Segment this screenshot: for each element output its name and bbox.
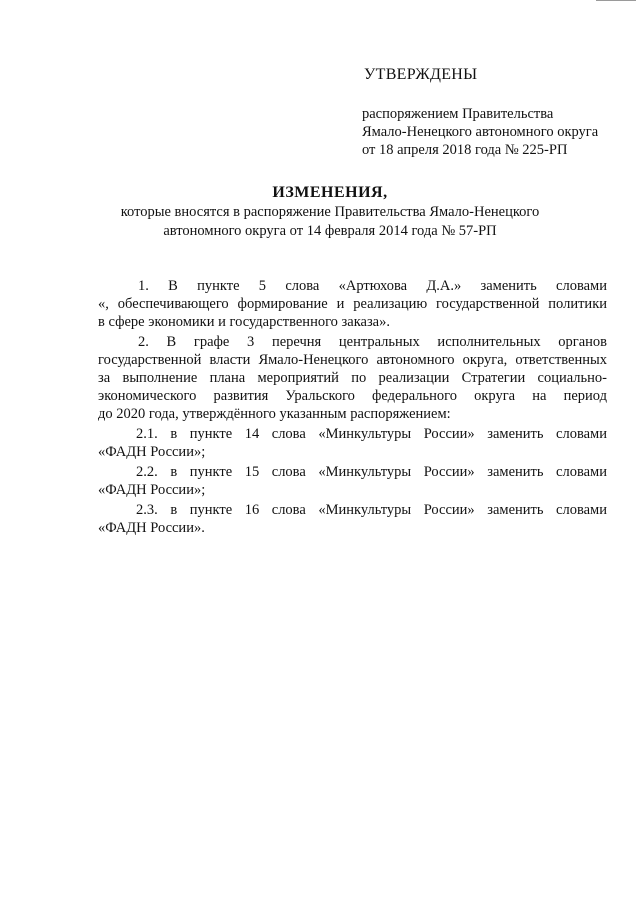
item-2-line-5: до 2020 года, утверждённого указанным распоряжением: — [98, 406, 451, 422]
item-1-line-2: «, обеспечивающего формирование и реализацию государственной политики — [98, 296, 607, 312]
item-2-3-line-2: «ФАДН России». — [98, 520, 205, 536]
item-2-1-line-2: «ФАДН России»; — [98, 444, 206, 460]
item-1-line-3: в сфере экономики и государственного заказа». — [98, 314, 390, 330]
item-2-1 — [98, 425, 607, 461]
document-title: ИЗМЕНЕНИЯ, — [272, 184, 388, 201]
approval-line-2: Ямало-Ненецкого автономного округа — [362, 124, 599, 140]
approval-line-3: от 18 апреля 2018 года № 225-РП — [362, 142, 568, 158]
item-1-line-1: 1. В пункте 5 слова «Артюхова Д.А.» заменить словами — [138, 278, 607, 294]
document-heading — [80, 184, 580, 241]
document-subtitle-line-1: которые вносятся в распоряжение Правительства Ямало-Ненецкого — [120, 204, 540, 220]
approval-line-1: распоряжением Правительства — [362, 106, 554, 122]
approval-block — [362, 66, 632, 159]
item-2-line-1: 2. В графе 3 перечня центральных исполнительных органов — [138, 334, 607, 350]
item-2-2 — [98, 463, 607, 499]
item-2-3-line-1: 2.3. в пункте 16 слова «Минкультуры России» заменить словами — [136, 502, 607, 518]
item-2-line-4: экономического развития Уральского федерального округа на период — [98, 388, 607, 404]
item-2-3 — [98, 501, 607, 537]
item-2-line-3: за выполнение плана мероприятий по реализации Стратегии социально- — [98, 370, 607, 386]
item-1 — [98, 277, 607, 331]
approval-stamp: УТВЕРЖДЕНЫ — [364, 66, 478, 83]
document-subtitle-line-2: автономного округа от 14 февраля 2014 года № 57-РП — [163, 223, 497, 239]
scan-edge-mark — [596, 0, 636, 4]
item-2-2-line-1: 2.2. в пункте 15 слова «Минкультуры России» заменить словами — [136, 464, 607, 480]
item-2-1-line-1: 2.1. в пункте 14 слова «Минкультуры России» заменить словами — [136, 426, 607, 442]
document-body — [98, 277, 607, 537]
item-2 — [98, 333, 607, 423]
item-2-line-2: государственной власти Ямало-Ненецкого автономного округа, ответственных — [98, 352, 607, 368]
item-2-2-line-2: «ФАДН России»; — [98, 482, 206, 498]
